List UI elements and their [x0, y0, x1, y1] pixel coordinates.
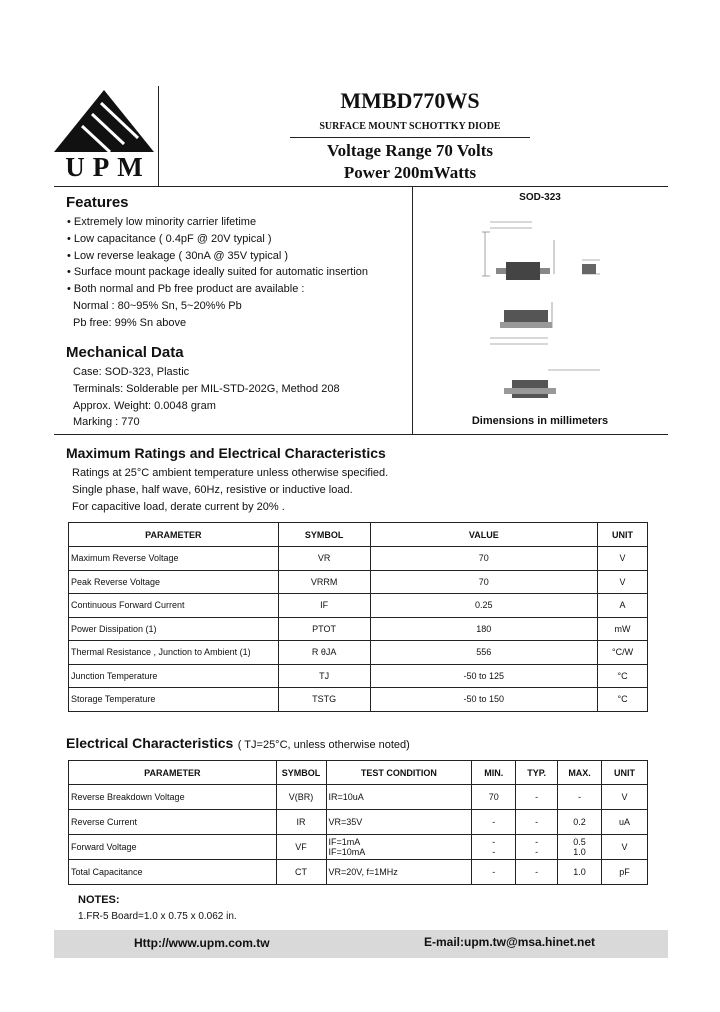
- table-header: SYMBOL: [278, 523, 370, 547]
- table-header: TYP.: [516, 761, 558, 785]
- table-cell: Peak Reverse Voltage: [69, 570, 279, 594]
- table-cell: -: [472, 860, 516, 885]
- table-row: [69, 617, 648, 641]
- table-cell: mW: [598, 617, 648, 641]
- section-divider-vertical: [412, 186, 413, 434]
- table-row: [69, 641, 648, 665]
- table-header: PARAMETER: [69, 761, 277, 785]
- table-header: UNIT: [602, 761, 648, 785]
- header-divider-horizontal: [54, 186, 668, 187]
- table-cell: R θJA: [278, 641, 370, 665]
- table-cell: 556: [370, 641, 598, 665]
- table-header: MAX.: [558, 761, 602, 785]
- table-header: PARAMETER: [69, 523, 279, 547]
- table-cell: 180: [370, 617, 598, 641]
- features-title: Features: [66, 194, 129, 211]
- table-row: [69, 547, 648, 571]
- table-row: [69, 860, 648, 885]
- logo-text: UPM: [65, 152, 151, 182]
- table-cell: -: [516, 860, 558, 885]
- table-cell: IR=10uA: [326, 785, 472, 810]
- table-cell: Thermal Resistance , Junction to Ambient (1): [69, 641, 279, 665]
- table-cell: 70: [370, 547, 598, 571]
- feature-pbfree: Pb free: 99% Sn above: [73, 316, 187, 329]
- voltage-range: Voltage Range 70 Volts: [326, 141, 494, 160]
- power-rating: Power 200mWatts: [343, 163, 477, 182]
- table-cell: Forward Voltage: [69, 835, 277, 860]
- feature-item: • Surface mount package ideally suited for automatic insertion: [67, 266, 369, 279]
- electrical-title-note: ( TJ=25°C, unless otherwise noted): [237, 739, 410, 751]
- table-cell: V(BR): [276, 785, 326, 810]
- rating-summary: [160, 140, 660, 184]
- table-header-row: [69, 761, 648, 785]
- table-cell: - -: [516, 835, 558, 860]
- table-cell: IF=1mA IF=10mA: [326, 835, 472, 860]
- table-cell: Reverse Current: [69, 810, 277, 835]
- table-cell: V: [598, 547, 648, 571]
- table-row: [69, 664, 648, 688]
- part-subtitle: SURFACE MOUNT SCHOTTKY DIODE: [319, 121, 501, 132]
- table-cell: VR: [278, 547, 370, 571]
- ratings-note: For capacitive load, derate current by 20% .: [72, 500, 285, 513]
- mechanical-item: Marking : 770: [73, 416, 140, 429]
- table-cell: Junction Temperature: [69, 664, 279, 688]
- table-cell: -: [516, 785, 558, 810]
- table-row: [69, 594, 648, 618]
- ratings-notes: [72, 465, 388, 515]
- table-cell: - -: [472, 835, 516, 860]
- mechanical-item: Approx. Weight: 0.0048 gram: [73, 399, 216, 412]
- table-cell: 0.2: [558, 810, 602, 835]
- table-cell: VR=35V: [326, 810, 472, 835]
- mechanical-list: [73, 364, 340, 431]
- table-header: SYMBOL: [276, 761, 326, 785]
- table-cell: Reverse Breakdown Voltage: [69, 785, 277, 810]
- table-cell: TJ: [278, 664, 370, 688]
- part-number: MMBD770WS: [340, 88, 480, 113]
- package-name: SOD-323: [519, 192, 561, 203]
- table-cell: °C: [598, 664, 648, 688]
- table-row: [69, 688, 648, 712]
- table-cell: uA: [602, 810, 648, 835]
- table-cell: -: [516, 810, 558, 835]
- electrical-heading: [66, 735, 410, 753]
- table-cell: 1.0: [558, 860, 602, 885]
- features-list: [67, 214, 368, 332]
- feature-normal: Normal : 80~95% Sn, 5~20%% Pb: [73, 299, 242, 312]
- table-cell: Power Dissipation (1): [69, 617, 279, 641]
- table-cell: VR=20V, f=1MHz: [326, 860, 472, 885]
- package-drawing: [460, 210, 610, 410]
- table-cell: PTOT: [278, 617, 370, 641]
- table-cell: VF: [276, 835, 326, 860]
- table-cell: °C: [598, 688, 648, 712]
- table-cell: V: [598, 570, 648, 594]
- mechanical-item: Case: SOD-323, Plastic: [73, 366, 190, 378]
- table-header: VALUE: [370, 523, 598, 547]
- table-cell: -: [472, 810, 516, 835]
- table-cell: Maximum Reverse Voltage: [69, 547, 279, 571]
- feature-item: • Low reverse leakage ( 30nA @ 35V typical ): [67, 249, 289, 262]
- mechanical-title: Mechanical Data: [66, 344, 184, 361]
- table-cell: TSTG: [278, 688, 370, 712]
- feature-item: • Extremely low minority carrier lifetime: [67, 216, 257, 228]
- email-link[interactable]: E-mail:upm.tw@msa.hinet.net: [424, 935, 596, 949]
- table-cell: -: [558, 785, 602, 810]
- table-cell: 0.25: [370, 594, 598, 618]
- notes-title: NOTES:: [78, 894, 120, 906]
- table-cell: VRRM: [278, 570, 370, 594]
- table-cell: -50 to 150: [370, 688, 598, 712]
- table-cell: -50 to 125: [370, 664, 598, 688]
- mechanical-item: Terminals: Solderable per MIL-STD-202G, Method 208: [73, 382, 340, 395]
- table-cell: IR: [276, 810, 326, 835]
- table-header-row: [69, 523, 648, 547]
- electrical-title: Electrical Characteristics: [66, 735, 234, 751]
- table-row: [69, 570, 648, 594]
- table-row: [69, 785, 648, 810]
- table-row: [69, 835, 648, 860]
- table-cell: 0.5 1.0: [558, 835, 602, 860]
- table-cell: Continuous Forward Current: [69, 594, 279, 618]
- table-cell: 70: [370, 570, 598, 594]
- table-cell: Storage Temperature: [69, 688, 279, 712]
- dimensions-caption: Dimensions in millimeters: [471, 415, 609, 427]
- table-cell: V: [602, 835, 648, 860]
- table-cell: V: [602, 785, 648, 810]
- electrical-table: [68, 760, 648, 885]
- table-header: UNIT: [598, 523, 648, 547]
- ratings-note: Single phase, half wave, 60Hz, resistive or inductive load.: [72, 483, 353, 496]
- table-row: [69, 810, 648, 835]
- table-cell: Total Capacitance: [69, 860, 277, 885]
- section-divider-horizontal: [54, 434, 668, 435]
- table-cell: A: [598, 594, 648, 618]
- feature-item: • Both normal and Pb free product are available :: [67, 283, 305, 296]
- subtitle-rule: [290, 137, 530, 138]
- website-link[interactable]: Http://www.upm.com.tw: [134, 936, 270, 950]
- table-cell: pF: [602, 860, 648, 885]
- ratings-table: [68, 522, 648, 712]
- table-cell: IF: [278, 594, 370, 618]
- ratings-note: Ratings at 25°C ambient temperature unless otherwise specified.: [72, 467, 389, 479]
- header-divider-vertical: [158, 86, 159, 186]
- feature-item: • Low capacitance ( 0.4pF @ 20V typical ): [67, 232, 272, 245]
- ratings-title: Maximum Ratings and Electrical Characteristics: [66, 445, 386, 461]
- table-cell: 70: [472, 785, 516, 810]
- note-item: 1.FR-5 Board=1.0 x 0.75 x 0.062 in.: [78, 911, 237, 922]
- table-header: MIN.: [472, 761, 516, 785]
- table-cell: CT: [276, 860, 326, 885]
- table-cell: °C/W: [598, 641, 648, 665]
- table-header: TEST CONDITION: [326, 761, 472, 785]
